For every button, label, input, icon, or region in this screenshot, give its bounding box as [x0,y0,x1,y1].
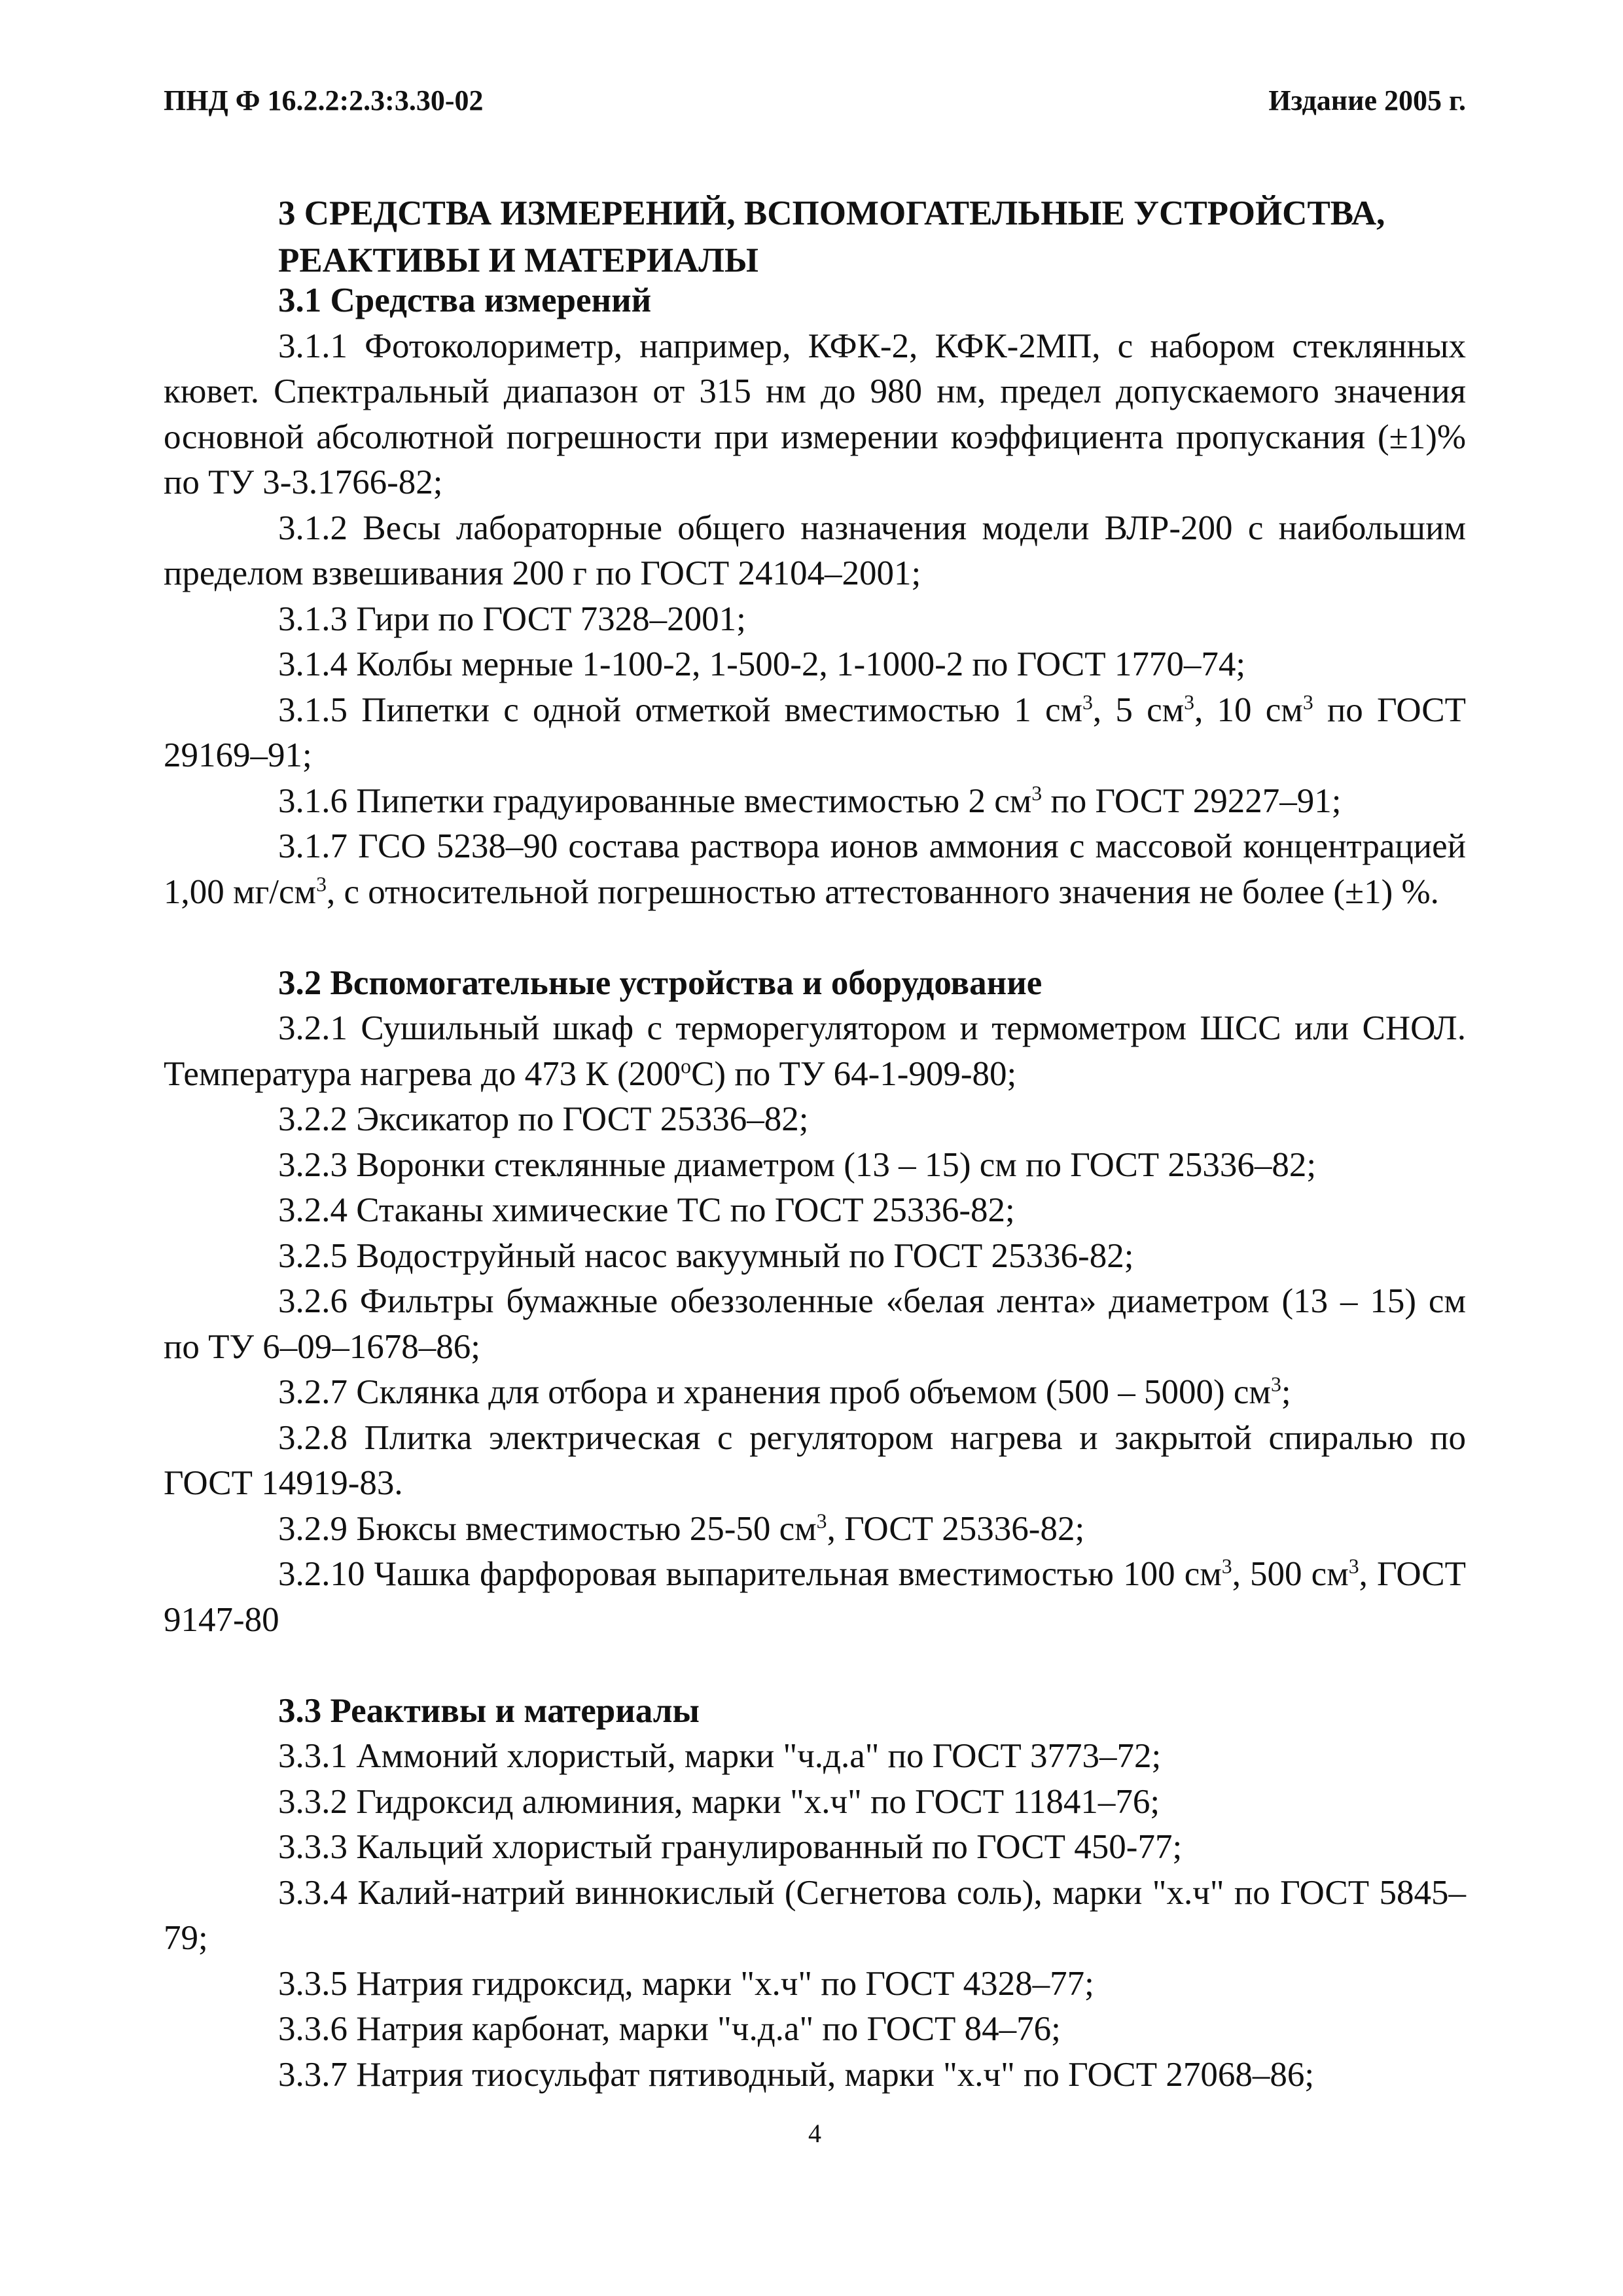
item-text: 3.2.6 Фильтры бумажные обеззоленные «белая лента» диаметром (13 – 15) см по ТУ 6–09–1678–86; [164,1282,1466,1366]
list-item [164,1962,1466,2007]
list-item [164,1871,1466,1962]
item-text: С) по ТУ 64-1-909-80; [691,1054,1017,1093]
item-text: 3.1.1 Фотоколориметр, например, КФК-2, КФК-2МП, с набором стеклянных кювет. Спектральный диапазон от 315 нм до 980 нм, предел допускаемого значения основной абсолютной погрешности при измерении коэффициента пропускания (±1)% по ТУ 3-3.1766-82; [164,327,1466,501]
edition-label: Издание 2005 г. [1268,84,1466,117]
superscript: 3 [1270,1372,1281,1396]
item-text: 3.2.10 Чашка фарфоровая выпарительная вместимостью 100 см [278,1555,1222,1593]
list-item [164,1234,1466,1280]
item-text: 3.1.2 Весы лабораторные общего назначения модели ВЛР-200 с наибольшим пределом взвешивания 200 г по ГОСТ 24104–2001; [164,509,1466,592]
item-text: 3.3.3 Кальций хлористый гранулированный по ГОСТ 450-77; [278,1828,1183,1866]
list-item [164,642,1466,688]
section-heading: 3.3 Реактивы и материалы [278,1691,700,1730]
superscript: 3 [1302,690,1313,713]
superscript: 3 [1082,690,1093,713]
item-text: , ГОСТ 25336-82; [827,1509,1085,1548]
superscript: 3 [316,872,327,895]
item-text: 3.2.4 Стаканы химические ТС по ГОСТ 25336-82; [278,1191,1015,1229]
section-gap [164,1643,1466,1689]
item-text: ; [1281,1373,1291,1411]
list-item [164,1507,1466,1552]
list-item [164,1143,1466,1189]
list-item [164,1416,1466,1507]
section-heading: 3.1 Средства измерений [278,281,652,319]
list-item [164,1552,1466,1643]
item-text: 3.1.3 Гири по ГОСТ 7328–2001; [278,600,746,638]
list-item [164,597,1466,643]
item-text: 3.3.5 Натрия гидроксид, марки "х.ч" по ГОСТ 4328–77; [278,1964,1094,2003]
superscript: 3 [1184,690,1195,713]
item-text: , 5 см [1092,691,1185,729]
list-item [164,1370,1466,1416]
item-text: по ГОСТ 29169–91; [164,691,1466,774]
item-text: , 10 см [1194,691,1303,729]
item-text: 3.3.7 Натрия тиосульфат пятиводный, марки "х.ч" по ГОСТ 27068–86; [278,2055,1315,2094]
item-text: 3.1.4 Колбы мерные 1-100-2, 1-500-2, 1-1000-2 по ГОСТ 1770–74; [278,645,1246,683]
list-item [164,688,1466,779]
item-text: 3.2.8 Плитка электрическая с регулятором нагрева и закрытой спиралью по ГОСТ 14919-83. [164,1418,1466,1502]
list-item [164,324,1466,506]
item-text: 3.3.6 Натрия карбонат, марки "ч.д.а" по ГОСТ 84–76; [278,2010,1061,2048]
item-text: , 500 см [1232,1555,1349,1593]
item-text: по ГОСТ 29227–91; [1042,781,1342,820]
superscript: 3 [816,1509,827,1532]
list-item [164,779,1466,825]
superscript: o [681,1054,692,1077]
item-text: 3.2.2 Эксикатор по ГОСТ 25336–82; [278,1100,809,1138]
item-text: 3.2.5 Водоструйный насос вакуумный по ГОСТ 25336-82; [278,1236,1134,1275]
list-item [164,824,1466,915]
item-text: 3.3.4 Калий-натрий виннокислый (Сегнетова соль), марки "х.ч" по ГОСТ 5845–79; [164,1873,1466,1957]
item-text: 3.3.1 Аммоний хлористый, марки "ч.д.а" по ГОСТ 3773–72; [278,1737,1162,1775]
item-text: 3.1.5 Пипетки с одной отметкой вместимостью 1 см [278,691,1083,729]
list-item [164,2007,1466,2053]
superscript: 3 [1348,1554,1359,1578]
superscript: 3 [1221,1554,1232,1578]
item-text: 3.2.9 Бюксы вместимостью 25-50 см [278,1509,817,1548]
section-gap [164,915,1466,961]
item-text: 3.2.1 Сушильный шкаф с терморегулятором и термометром ШСС или СНОЛ. Температура нагрева до 473 К (200 [164,1009,1466,1093]
list-item [164,1188,1466,1234]
item-text: , ГОСТ 9147-80 [164,1555,1466,1639]
document-body [164,278,1466,2098]
list-item [164,506,1466,597]
item-text: 3.3.2 Гидроксид алюминия, марки "х.ч" по ГОСТ 11841–76; [278,1782,1160,1821]
item-text: 3.2.3 Воронки стеклянные диаметром (13 – 15) см по ГОСТ 25336–82; [278,1145,1317,1184]
superscript: 3 [1031,781,1043,804]
page-number: 4 [808,2119,821,2148]
section-title: 3 СРЕДСТВА ИЗМЕРЕНИЙ, ВСПОМОГАТЕЛЬНЫЕ УСТРОЙСТВА, РЕАКТИВЫ И МАТЕРИАЛЫ [278,194,1385,279]
list-item [164,1097,1466,1143]
document-code: ПНД Ф 16.2.2:2.3:3.30-02 [164,84,484,117]
item-text: , с относительной погрешностью аттестованного значения не более (±1) %. [326,872,1439,911]
list-item [164,2053,1466,2098]
item-text: 3.1.7 ГСО 5238–90 состава раствора ионов аммония с массовой концентрацией 1,00 мг/см [164,827,1466,911]
section-heading: 3.2 Вспомогательные устройства и оборудование [278,963,1043,1002]
list-item [164,1279,1466,1370]
list-item [164,1780,1466,1825]
list-item [164,1825,1466,1871]
item-text: 3.1.6 Пипетки градуированные вместимостью 2 см [278,781,1032,820]
list-item [164,1734,1466,1780]
item-text: 3.2.7 Склянка для отбора и хранения проб объемом (500 – 5000) см [278,1373,1271,1411]
list-item [164,1006,1466,1097]
